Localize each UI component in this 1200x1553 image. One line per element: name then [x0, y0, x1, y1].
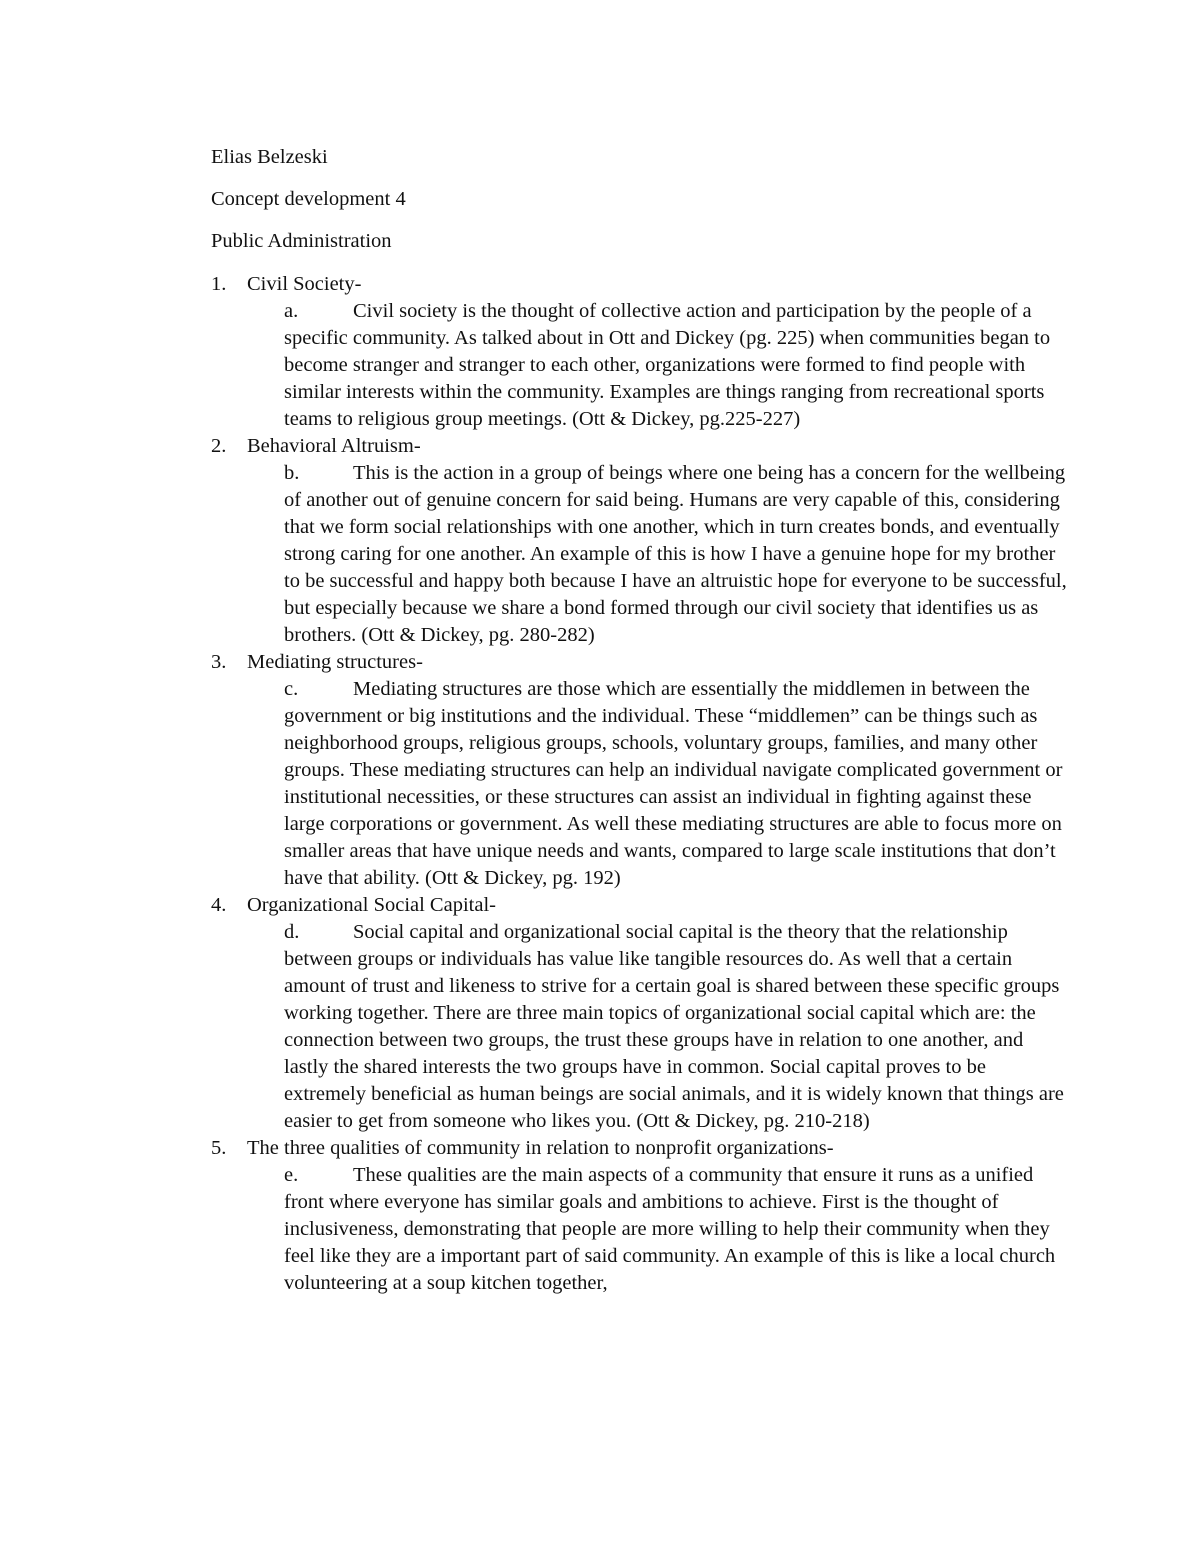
sub-item	[284, 676, 1068, 892]
author-name: Elias Belzeski	[211, 146, 328, 168]
item-title: Organizational Social Capital-	[247, 894, 496, 916]
item-title: Mediating structures-	[247, 651, 423, 673]
sub-item-letter: a.	[284, 300, 299, 322]
item-number: 2.	[211, 435, 227, 457]
sub-item-letter: c.	[284, 678, 299, 700]
item-number: 5.	[211, 1137, 227, 1159]
assignment-title: Concept development 4	[211, 188, 406, 210]
sub-item-text: Mediating structures are those which are essentially the middlemen in between the government or big institutions and the individual. These “middlemen” can be things such as neighborhood groups, religious groups, schools, voluntary groups, families, and many other groups. These mediating structures can help an individual navigate complicated government or institutional necessities, or these structures can assist an individual in fighting against these large corporations or government. As well these mediating structures are able to focus more on smaller areas that have unique needs and wants, compared to large scale institutions that don’t have that ability. (Ott & Dickey, pg. 192)	[284, 678, 1063, 889]
sub-item	[284, 1162, 1068, 1297]
item-title: Civil Society-	[247, 273, 362, 295]
list-item	[211, 1135, 1071, 1297]
sub-item-text: Social capital and organizational social capital is the theory that the relationship between groups or individuals has value like tangible resources do. As well that a certain amount of trust and likeness to strive for a certain goal is shared between these specific groups working together. There are three main topics of organizational social capital which are: the connection between two groups, the trust these groups have in relation to one another, and lastly the shared interests the two groups have in common. Social capital proves to be extremely beneficial as human beings are social animals, and it is widely known that things are easier to get from someone who likes you. (Ott & Dickey, pg. 210-218)	[284, 921, 1064, 1132]
list-item	[211, 433, 1071, 649]
sub-item-letter: d.	[284, 921, 300, 943]
sub-item-text: Civil society is the thought of collective action and participation by the people of a specific community. As talked about in Ott and Dickey (pg. 225) when communities began to become stranger and stranger to each other, organizations were formed to find people with similar interests within the community. Examples are things ranging from recreational sports teams to religious group meetings. (Ott & Dickey, pg.225-227)	[284, 300, 1051, 430]
sub-item	[284, 298, 1068, 433]
sub-item-letter: b.	[284, 462, 300, 484]
list-item	[211, 271, 1071, 433]
item-number: 3.	[211, 651, 227, 673]
sub-item-text: These qualities are the main aspects of a community that ensure it runs as a unified front where everyone has similar goals and ambitions to achieve. First is the thought of inclusiveness, demonstrating that people are more willing to help their community when they feel like they are a important part of said community. An example of this is like a local church volunteering at a soup kitchen together,	[284, 1164, 1056, 1294]
list-item	[211, 649, 1071, 892]
course-name: Public Administration	[211, 230, 392, 252]
list-item	[211, 892, 1071, 1135]
item-number: 1.	[211, 273, 227, 295]
sub-item	[284, 919, 1068, 1135]
item-number: 4.	[211, 894, 227, 916]
item-title: The three qualities of community in relation to nonprofit organizations-	[247, 1137, 834, 1159]
sub-item-letter: e.	[284, 1164, 299, 1186]
concept-list	[211, 271, 1071, 1297]
item-title: Behavioral Altruism-	[247, 435, 421, 457]
sub-item-text: This is the action in a group of beings where one being has a concern for the wellbeing of another out of genuine concern for said being. Humans are very capable of this, considering that we form social relationships with one another, which in turn creates bonds, and eventually strong caring for one another. An example of this is how I have a genuine hope for my brother to be successful and happy both because I have an altruistic hope for everyone to be successful, but especially because we share a bond formed through our civil society that identifies us as brothers. (Ott & Dickey, pg. 280-282)	[284, 462, 1067, 646]
sub-item	[284, 460, 1068, 649]
